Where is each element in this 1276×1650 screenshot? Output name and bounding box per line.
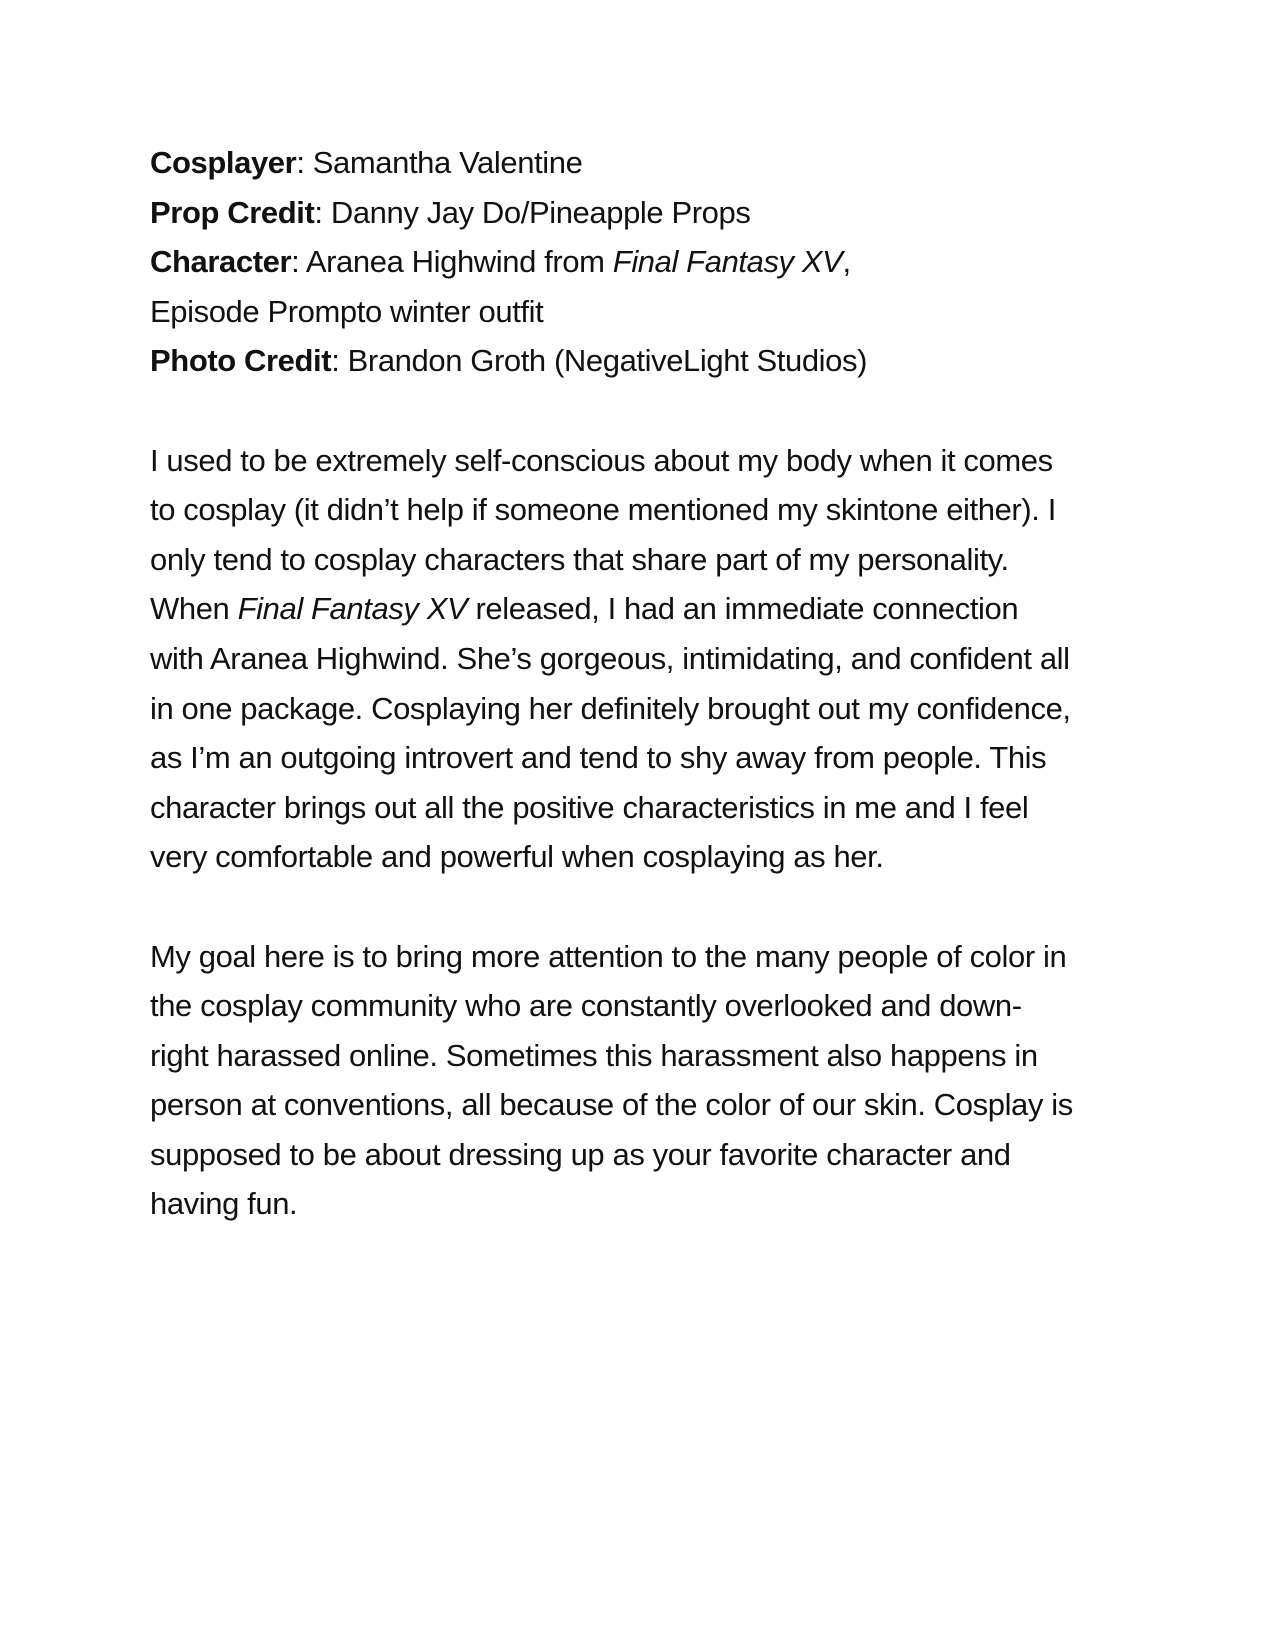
credit-photo	[150, 336, 1140, 386]
paragraph-line: very comfortable and powerful when cosplaying as her.	[150, 839, 884, 875]
paragraph-line: person at conventions, all because of the color of our skin. Cosplay is	[150, 1087, 1073, 1123]
credit-label: Prop Credit	[150, 194, 315, 230]
credit-separator: :	[314, 194, 331, 230]
paragraph-line: only tend to cosplay characters that share part of my personality.	[150, 541, 1009, 577]
credit-character	[150, 237, 1140, 287]
credit-character-continuation: Episode Prompto winter outfit	[150, 293, 544, 329]
line-text: released, I had an immediate connection	[467, 591, 1019, 627]
credit-prop	[150, 188, 1140, 238]
credit-separator: :	[296, 145, 313, 180]
paragraph-2	[150, 932, 1140, 1230]
credit-value: Danny Jay Do/Pineapple Props	[330, 194, 751, 230]
paragraph-line: My goal here is to bring more attention to the many people of color in	[150, 938, 1067, 974]
credit-label: Photo Credit	[150, 343, 332, 379]
credit-value: Brandon Groth (NegativeLight Studios)	[347, 343, 868, 379]
credit-label: Cosplayer	[150, 145, 297, 180]
document-body	[150, 138, 1140, 1229]
credit-cosplayer	[150, 138, 1140, 188]
credit-separator: :	[331, 343, 348, 379]
credit-value: Samantha Valentine	[312, 145, 583, 180]
paragraph-line: as I’m an outgoing introvert and tend to shy away from people. This	[150, 740, 1047, 776]
line-text: When	[150, 591, 238, 627]
paragraph-line: with Aranea Highwind. She’s gorgeous, intimidating, and confident all	[150, 640, 1070, 676]
paragraph-line: having fun.	[150, 1186, 298, 1222]
game-title: Final Fantasy XV	[237, 591, 468, 627]
paragraph-line: character brings out all the positive characteristics in me and I feel	[150, 789, 1029, 825]
credit-separator: :	[291, 244, 306, 280]
credits-block	[150, 138, 1140, 386]
paragraph-1	[150, 436, 1140, 882]
credit-value: Aranea Highwind from	[305, 244, 613, 280]
game-title: Final Fantasy XV	[612, 244, 843, 280]
paragraph-line: to cosplay (it didn’t help if someone mentioned my skintone either). I	[150, 492, 1056, 528]
credit-label: Character	[150, 244, 292, 280]
paragraph-line	[150, 584, 1140, 634]
paragraph-line: in one package. Cosplaying her definitely brought out my confidence,	[150, 690, 1071, 726]
paragraph-line: I used to be extremely self-conscious about my body when it comes	[150, 442, 1053, 478]
paragraph-line: right harassed online. Sometimes this harassment also happens in	[150, 1037, 1038, 1073]
paragraph-line: the cosplay community who are constantly overlooked and down-	[150, 988, 1022, 1024]
credit-value-suffix: ,	[842, 244, 851, 280]
paragraph-line: supposed to be about dressing up as your favorite character and	[150, 1136, 1011, 1172]
